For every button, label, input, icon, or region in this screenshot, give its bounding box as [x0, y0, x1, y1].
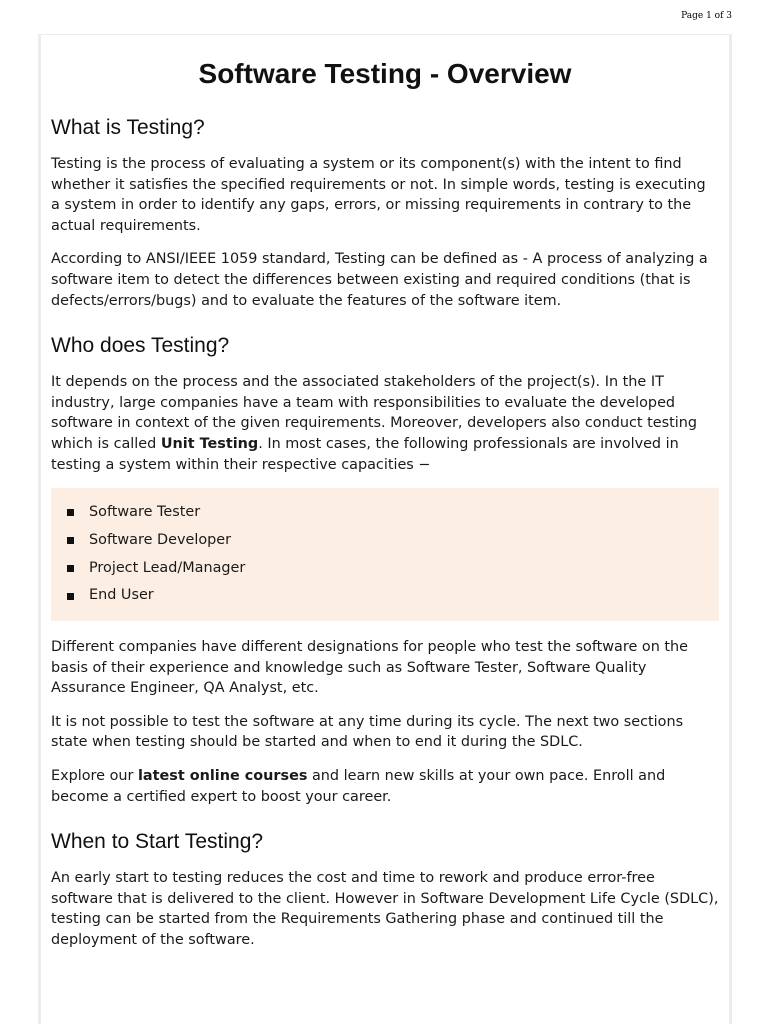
- section-heading-who: Who does Testing?: [51, 334, 230, 358]
- role-label: Software Tester: [89, 504, 201, 521]
- paragraph: It is not possible to test the software at any time during its cycle. The next two sections state when testing should be started and when to end it during the SDLC.: [51, 713, 684, 751]
- unit-testing-term: Unit Testing: [160, 435, 259, 452]
- article-content: [51, 56, 719, 963]
- square-bullet-icon: [67, 593, 74, 600]
- role-label: Project Lead/Manager: [89, 559, 246, 576]
- paragraph: [51, 372, 719, 475]
- text-run: Explore our: [51, 767, 138, 784]
- square-bullet-icon: [67, 509, 74, 516]
- role-label: Software Developer: [89, 531, 232, 548]
- paragraph: Different companies have different designations for people who test the software on the basis of their experience and knowledge such as Software Tester, Software Quality Assurance Engineer, QA Analyst, etc.: [51, 638, 689, 697]
- paragraph: Testing is the process of evaluating a system or its component(s) with the intent to find whether it satisfies the specified requirements or not. In simple words, testing is executing a system in order to identify any gaps, errors, or missing requirements in contrary to the actual requirements.: [51, 156, 706, 234]
- list-item: [67, 499, 719, 527]
- text-run: . In most cases, the following professionals are involved in testing a system within their respective capacities −: [51, 435, 679, 473]
- page-counter: Page 1 of 3: [681, 11, 732, 21]
- square-bullet-icon: [67, 565, 74, 572]
- roles-list: [51, 499, 719, 610]
- text-run: It depends on the process and the associated stakeholders of the project(s). In the IT industry, large companies have a team with responsibilities to evaluate the developed software in context of the given requirements. Moreover, developers also conduct testing which is called: [51, 374, 698, 452]
- list-item: [67, 582, 719, 610]
- page-title: Software Testing - Overview: [198, 58, 572, 89]
- roles-callout: [51, 488, 719, 621]
- paragraph: According to ANSI/IEEE 1059 standard, Testing can be defined as - A process of analyzing a software item to detect the differences between existing and required conditions (that is defects/errors/bugs) and to evaluate the features of the software item.: [51, 251, 708, 309]
- list-item: [67, 555, 719, 583]
- section-heading-when: When to Start Testing?: [51, 830, 264, 854]
- paragraph: An early start to testing reduces the cost and time to rework and produce error-free software that is delivered to the client. However in Software Development Life Cycle (SDLC), testing can be started from the Requirements Gathering phase and continued till the deployment of the software.: [51, 870, 719, 948]
- courses-link[interactable]: latest online courses: [138, 767, 308, 784]
- text-run: and learn new skills at your own pace. Enroll and become a certified expert to boost your career.: [51, 767, 666, 805]
- promo-paragraph: [51, 766, 719, 807]
- section-heading-what: What is Testing?: [51, 116, 205, 139]
- list-item: [67, 527, 719, 555]
- square-bullet-icon: [67, 537, 74, 544]
- role-label: End User: [89, 587, 154, 604]
